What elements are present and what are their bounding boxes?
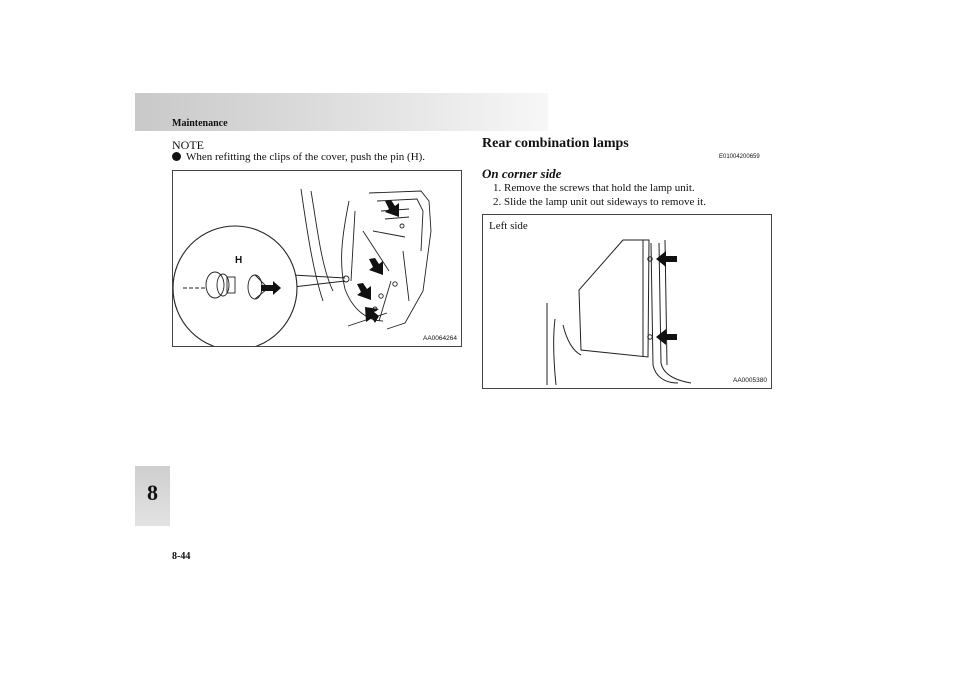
chapter-number: 8 xyxy=(147,480,158,505)
clip-figure xyxy=(172,170,462,347)
chapter-tab xyxy=(135,466,170,526)
lamp-figure xyxy=(482,214,772,389)
note-item-text: When refitting the clips of the cover, push the pin (H). xyxy=(186,151,426,163)
step-2: 2. Slide the lamp unit out sideways to remove it. xyxy=(493,196,706,208)
subheading: On corner side xyxy=(482,166,562,181)
lamp-illustration xyxy=(483,215,772,389)
page-number: 8-44 xyxy=(172,551,191,562)
figure-code: AA0005380 xyxy=(733,377,767,384)
clip-illustration xyxy=(173,171,462,347)
figure-caption: Left side xyxy=(489,220,528,232)
note-label: NOTE xyxy=(172,138,204,152)
note-item xyxy=(172,151,425,163)
doc-code: E01004200659 xyxy=(719,154,760,160)
step-1: 1. Remove the screws that hold the lamp unit. xyxy=(493,182,695,194)
figure-code: AA0064264 xyxy=(423,335,457,342)
bullet-icon xyxy=(172,152,181,161)
section-heading: Rear combination lamps xyxy=(482,136,629,151)
pin-label-h: H xyxy=(235,255,243,266)
section-title: Maintenance xyxy=(172,118,228,129)
